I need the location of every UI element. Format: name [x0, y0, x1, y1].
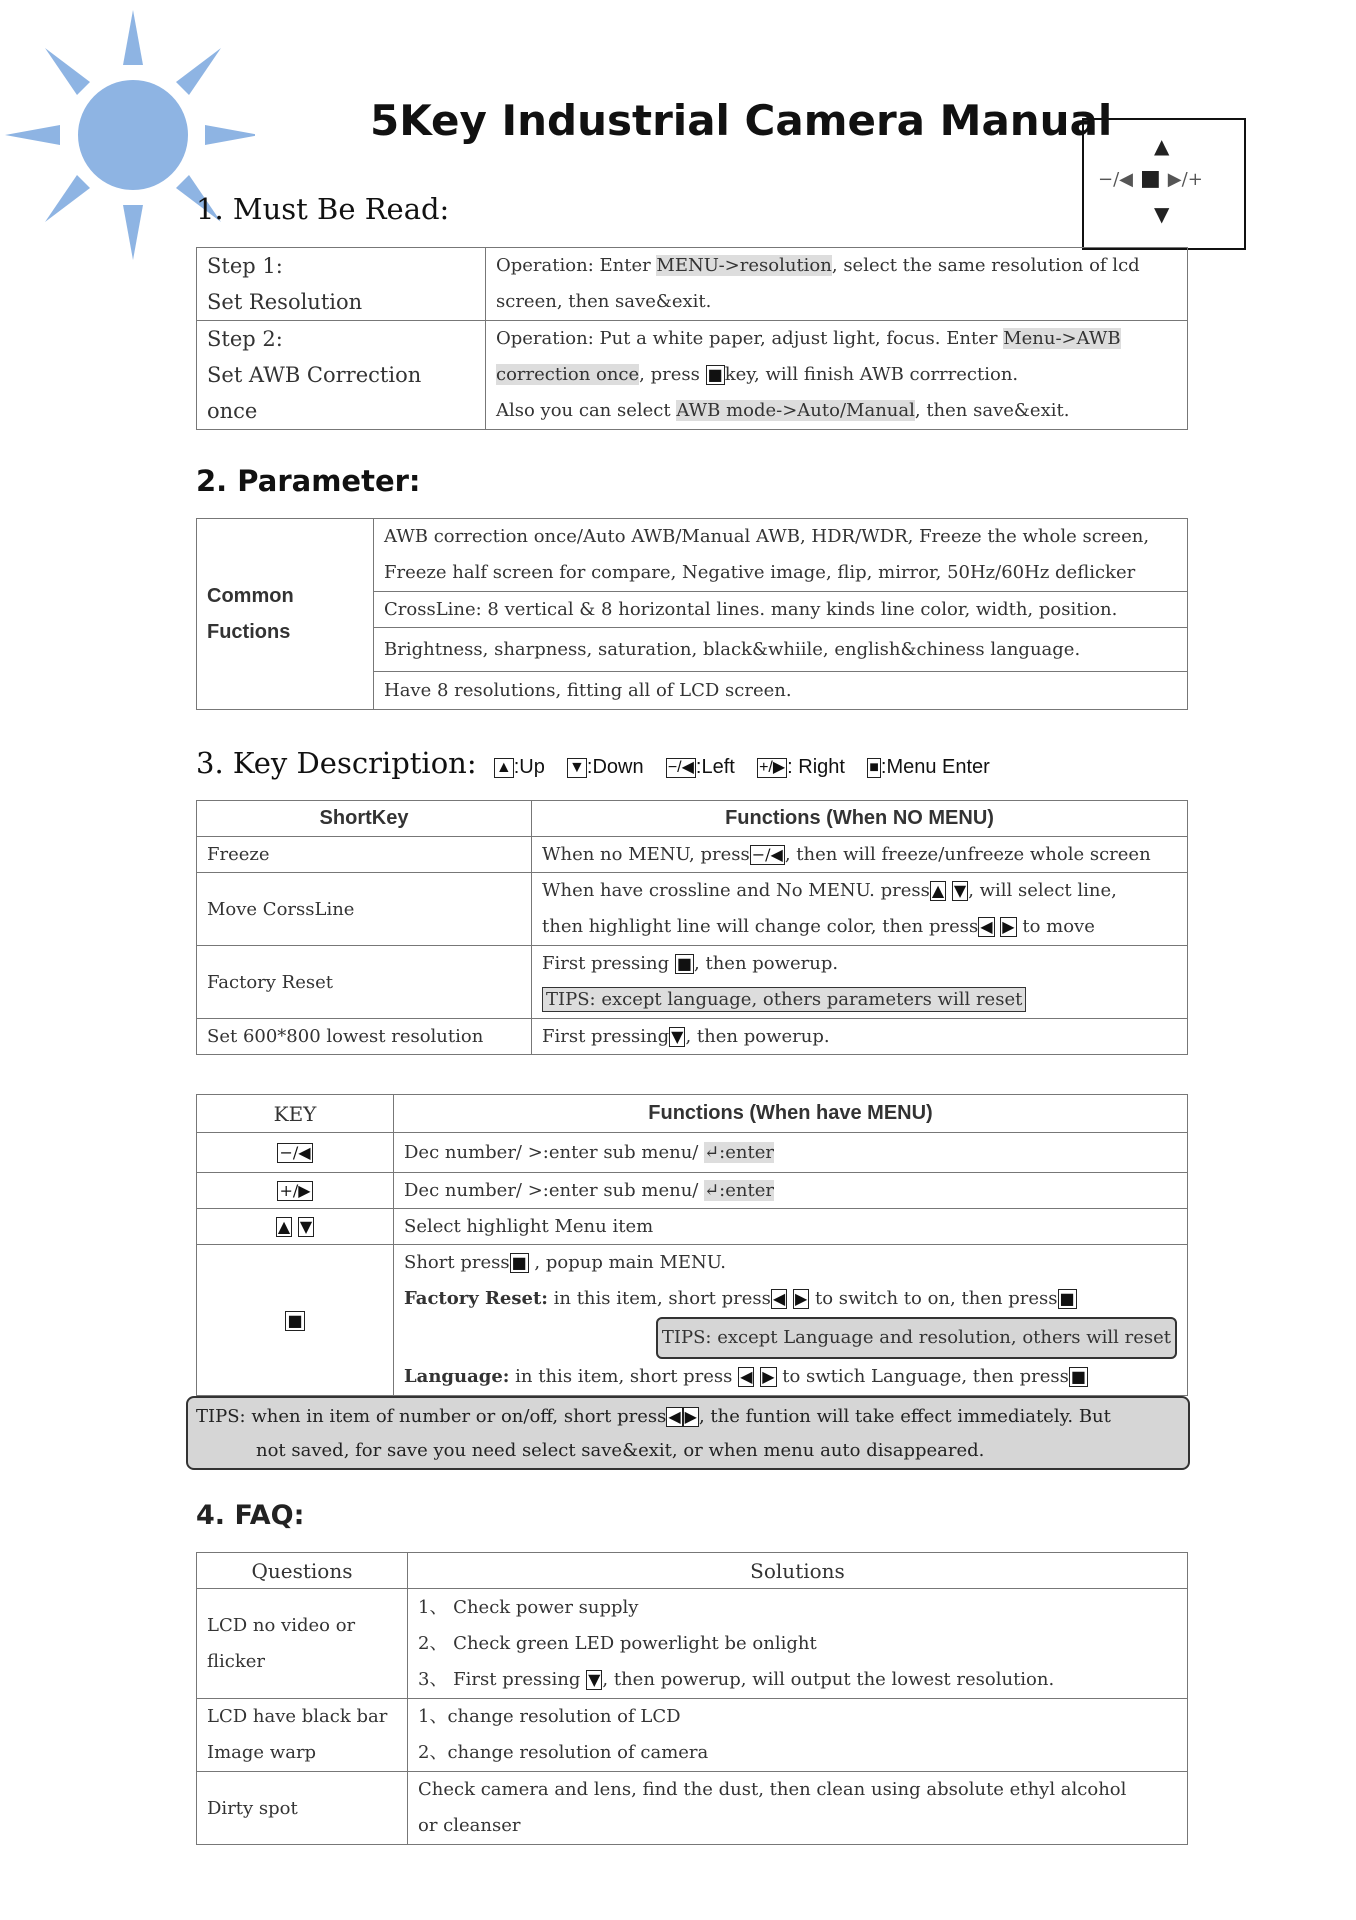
text: flicker	[207, 1650, 266, 1672]
right-key-icon: ▶/+	[1167, 169, 1203, 190]
right-key-icon: ▶	[1002, 917, 1015, 936]
menu-path: correction once	[496, 364, 640, 385]
text: >:enter sub menu/	[527, 1142, 705, 1163]
right-key-icon: ▶	[794, 1289, 808, 1308]
faq-q2	[197, 1699, 408, 1772]
factory-reset-desc	[532, 946, 1188, 1019]
down-key-icon: ▼	[569, 758, 585, 776]
freeze-desc	[532, 837, 1188, 873]
down-arrow-icon: ▼	[1154, 202, 1170, 226]
legend-menu: :Menu Enter	[880, 756, 990, 778]
text: then highlight line will change color, then press	[542, 916, 979, 937]
left-key-icon: ◀	[740, 1367, 753, 1386]
step1-label: Step 1:	[207, 254, 283, 278]
up-down-key-desc: Select highlight Menu item	[394, 1209, 1188, 1245]
text: 2、 Check green LED powerlight be onlight	[418, 1632, 817, 1654]
text: When no MENU, press	[542, 844, 750, 865]
right-key-icon: +/▶	[279, 1181, 311, 1200]
text: Check camera and lens, find the dust, then clean using absolute ethyl alcohol	[418, 1779, 1127, 1800]
key-legend	[494, 756, 990, 778]
lowest-res-key: Set 600*800 lowest resolution	[197, 1019, 532, 1055]
enter-icon: ↵:enter	[704, 1142, 774, 1163]
faq-s2	[408, 1699, 1188, 1772]
up-arrow-icon: ▲	[1154, 134, 1170, 158]
left-key-icon: −/◀	[1098, 169, 1133, 190]
menu-key-icon: ■	[1140, 166, 1161, 191]
menu-path: Menu->AWB	[1003, 328, 1121, 349]
lowest-res-desc	[532, 1019, 1188, 1055]
faq-table	[196, 1552, 1188, 1845]
step2-label: Step 2:	[207, 327, 283, 351]
text: First pressing	[542, 1026, 670, 1047]
step1-operation	[486, 248, 1188, 321]
text: Freeze half screen for compare, Negative image, flip, mirror, 50Hz/60Hz deflicker	[384, 562, 1136, 583]
text: key, will finish AWB corrrection.	[724, 364, 1019, 385]
tips-box	[186, 1396, 1190, 1470]
functions-row-1	[374, 519, 1188, 592]
right-key-icon: ▶	[762, 1367, 775, 1386]
crossline-key: Move CorssLine	[197, 873, 532, 946]
text: , then will freeze/unfreeze whole screen	[784, 844, 1151, 865]
step2-title: Set AWB Correction once	[207, 363, 422, 423]
solutions-header: Solutions	[408, 1553, 1188, 1589]
legend-down: :Down	[586, 756, 644, 778]
questions-header: Questions	[197, 1553, 408, 1589]
key-layout-diagram	[1082, 118, 1246, 250]
section-4-title-text: 4. FAQ:	[196, 1500, 305, 1531]
factory-reset-key: Factory Reset	[197, 946, 532, 1019]
page-title: 5Key Industrial Camera Manual	[370, 96, 1113, 145]
shortkey-table	[196, 800, 1188, 1055]
text: screen, then save&exit.	[496, 291, 712, 312]
right-key-desc	[394, 1173, 1188, 1209]
text: to switch to on, then press	[809, 1288, 1058, 1309]
functions-row-2: CrossLine: 8 vertical & 8 horizontal lines. many kinds line color, width, position.	[374, 592, 1188, 628]
text: , the funtion will take effect immediately. But	[698, 1406, 1111, 1427]
menu-key-cell	[197, 1245, 394, 1396]
section-3-title-text: 3. Key Description:	[196, 746, 477, 780]
factory-reset-label: Factory Reset:	[404, 1288, 548, 1309]
text: in this item, short press	[547, 1288, 771, 1309]
down-key-icon: ▼	[588, 1669, 601, 1689]
up-key-icon: ▲	[495, 758, 512, 776]
menu-key-desc	[394, 1245, 1188, 1396]
menu-key-icon: ■	[1059, 1289, 1075, 1308]
menu-key-icon: ■	[676, 954, 693, 973]
right-key-icon: +/▶	[759, 758, 786, 776]
menu-key-icon: ■	[1070, 1367, 1086, 1386]
text: , then save&exit.	[914, 400, 1070, 421]
text: , popup main MENU.	[528, 1252, 727, 1273]
left-key-icon: ◀	[668, 1407, 681, 1426]
up-key-icon: ▲	[277, 1217, 291, 1236]
label-line: Common	[207, 585, 294, 607]
up-down-key-cell	[197, 1209, 394, 1245]
text: 1、change resolution of LCD	[418, 1706, 681, 1727]
left-key-desc	[394, 1133, 1188, 1173]
menu-path: MENU->resolution	[656, 255, 832, 276]
section-3-title	[196, 746, 990, 780]
text: to move	[1016, 916, 1095, 937]
step1-cell	[197, 248, 486, 321]
text: , press	[639, 364, 706, 385]
text: Dec number/	[404, 1142, 528, 1163]
text: Image warp	[207, 1742, 317, 1763]
text: in this item, short press	[509, 1366, 739, 1387]
down-key-icon: ▼	[299, 1217, 313, 1236]
text: not saved, for save you need select save&exit, or when menu auto disappeared.	[256, 1440, 985, 1461]
crossline-desc	[532, 873, 1188, 946]
down-key-icon: ▼	[671, 1027, 684, 1046]
text: , then powerup.	[694, 953, 839, 974]
parameter-table	[196, 518, 1188, 710]
menu-path: AWB mode->Auto/Manual	[676, 400, 915, 421]
text: Also you can select	[496, 400, 677, 421]
text: , then powerup.	[685, 1026, 830, 1047]
text: When have crossline and No MENU. press	[542, 880, 930, 901]
text: LCD no video or	[207, 1614, 356, 1636]
factory-reset-tips: TIPS: except language, others parameters will reset	[542, 987, 1026, 1012]
text: >:enter sub menu/	[527, 1180, 705, 1201]
enter-icon: ↵:enter	[704, 1180, 774, 1201]
step2-cell	[197, 321, 486, 430]
left-key-icon: −/◀	[751, 845, 783, 864]
legend-right: : Right	[787, 756, 845, 778]
section-1-title: 1. Must Be Read:	[196, 192, 450, 226]
menu-reset-tips: TIPS: except Language and resolution, others will reset	[656, 1317, 1177, 1359]
text: Operation: Enter	[496, 255, 657, 276]
menu-functions-table	[196, 1094, 1188, 1396]
faq-q1	[197, 1589, 408, 1699]
text: First pressing	[542, 953, 675, 974]
text: to swtich Language, then press	[776, 1366, 1069, 1387]
step1-title: Set Resolution	[207, 290, 363, 314]
text: , select the same resolution of lcd	[831, 255, 1140, 276]
menu-key-icon: ■	[869, 758, 879, 776]
label-line: Fuctions	[207, 621, 291, 643]
text: Operation: Put a white paper, adjust light, focus. Enter	[496, 328, 1004, 349]
text: Dec number/	[404, 1180, 528, 1201]
faq-s1	[408, 1589, 1188, 1699]
common-functions-label	[197, 519, 374, 710]
up-key-icon: ▲	[931, 881, 945, 900]
left-key-icon: ◀	[772, 1289, 786, 1308]
text: 2、change resolution of camera	[418, 1742, 709, 1763]
right-key-cell	[197, 1173, 394, 1209]
menu-key-icon: ■	[511, 1253, 527, 1272]
functions-with-menu-header: Functions (When have MENU)	[394, 1095, 1188, 1133]
legend-up: :Up	[513, 756, 545, 778]
shortkey-header: ShortKey	[197, 801, 532, 837]
text: Short press	[404, 1252, 510, 1273]
text: 3、 First pressing	[418, 1668, 587, 1690]
section-2-title	[196, 464, 421, 498]
freeze-key: Freeze	[197, 837, 532, 873]
text: TIPS: when in item of number or on/off, short press	[196, 1406, 667, 1427]
functions-no-menu-header: Functions (When NO MENU)	[532, 801, 1188, 837]
faq-q3: Dirty spot	[197, 1772, 408, 1845]
text: 1、 Check power supply	[418, 1596, 639, 1618]
right-key-icon: ▶	[684, 1407, 697, 1426]
must-read-table	[196, 247, 1188, 430]
left-key-icon: −/◀	[667, 758, 694, 776]
left-key-icon: ◀	[980, 917, 993, 936]
menu-key-icon: ■	[287, 1310, 303, 1330]
step2-operation	[486, 321, 1188, 430]
legend-left: :Left	[695, 756, 735, 778]
language-label: Language:	[404, 1366, 510, 1387]
menu-key-icon: ■	[707, 365, 723, 384]
text: or cleanser	[418, 1815, 521, 1836]
section-2-title-text: 2. Parameter:	[196, 464, 421, 498]
text: , will select line,	[968, 880, 1117, 901]
down-key-icon: ▼	[953, 881, 967, 900]
functions-row-4: Have 8 resolutions, fitting all of LCD screen.	[374, 672, 1188, 710]
left-key-icon: −/◀	[279, 1143, 311, 1162]
text: , then powerup, will output the lowest resolution.	[602, 1668, 1055, 1690]
left-key-cell	[197, 1133, 394, 1173]
key-header: KEY	[197, 1095, 394, 1133]
key-row	[1098, 166, 1203, 191]
faq-s3	[408, 1772, 1188, 1845]
section-4-title	[196, 1500, 304, 1531]
text: LCD have black bar	[207, 1706, 388, 1727]
functions-row-3: Brightness, sharpness, saturation, black&whiile, english&chiness language.	[374, 628, 1188, 672]
text: AWB correction once/Auto AWB/Manual AWB, HDR/WDR, Freeze the whole screen,	[384, 526, 1150, 547]
